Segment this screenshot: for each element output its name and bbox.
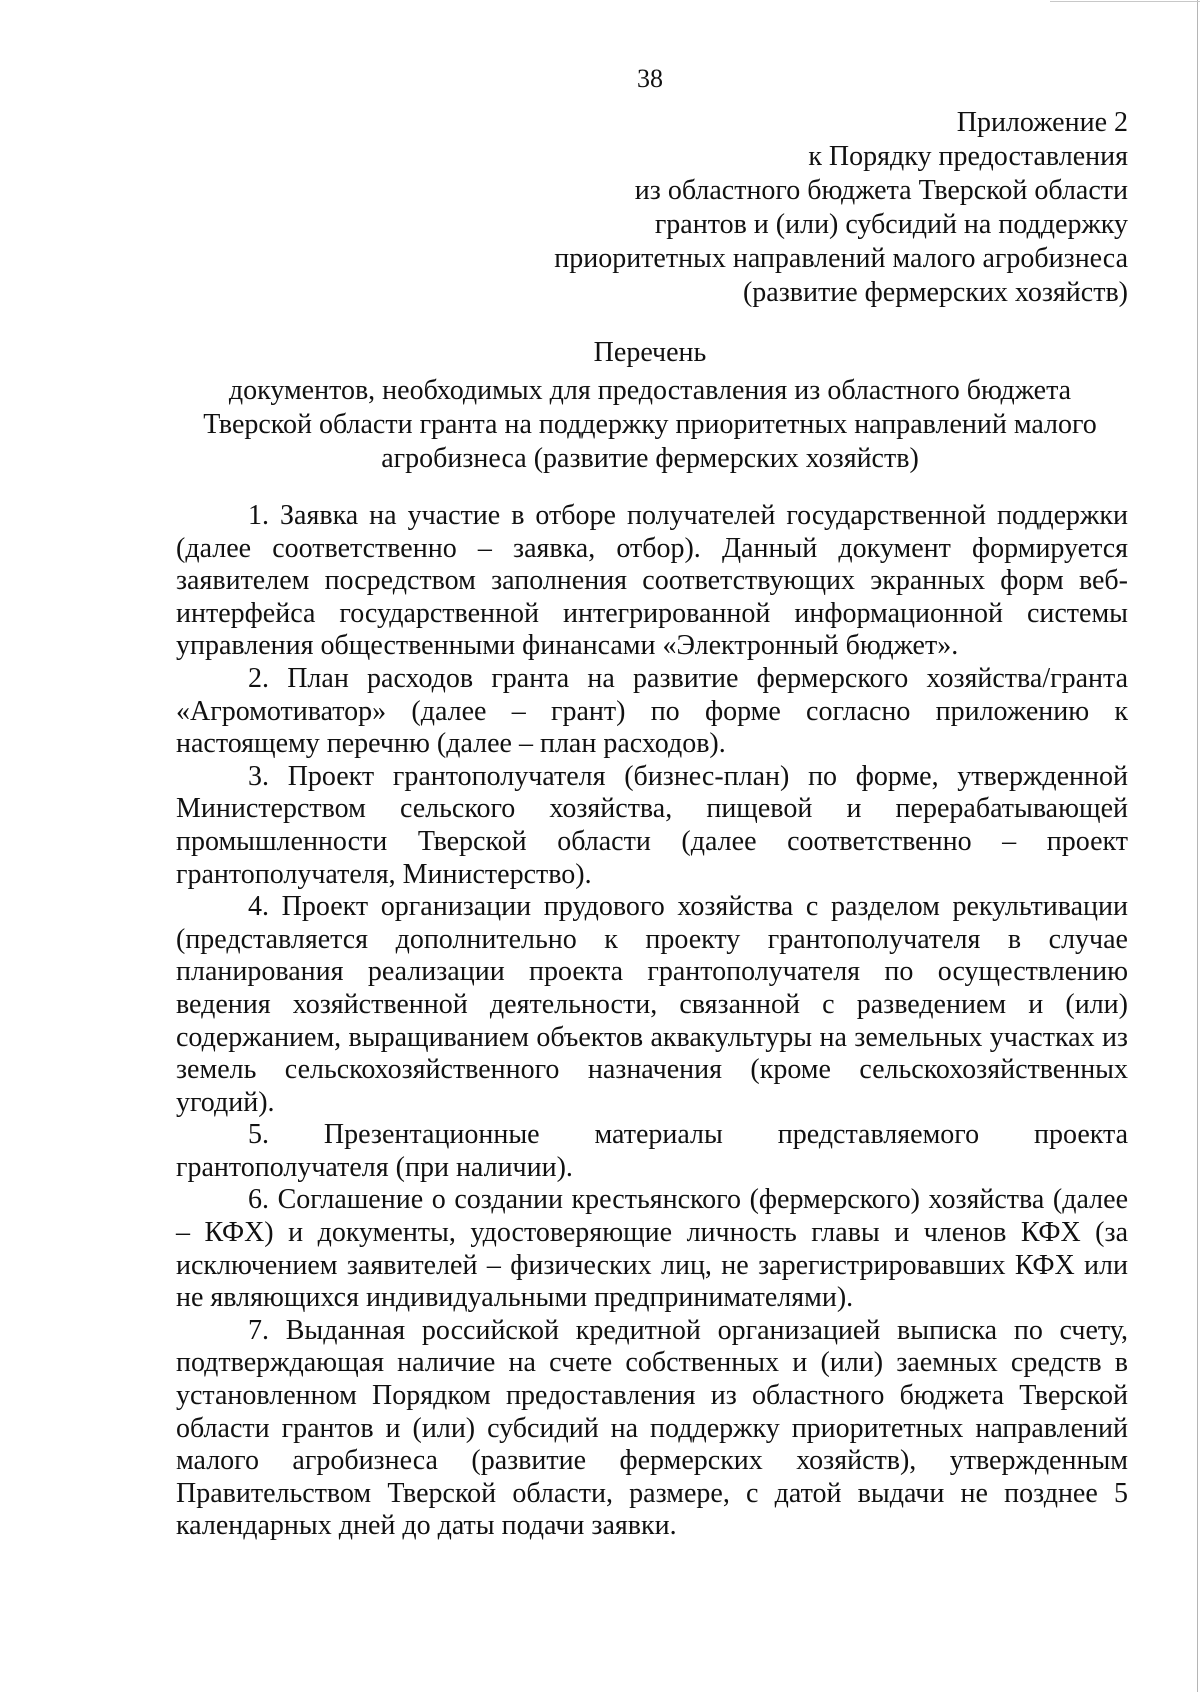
- scan-edge-line: [1197, 0, 1198, 1692]
- appendix-line: к Порядку предоставления: [808, 141, 1128, 172]
- title-line: документов, необходимых для предоставления из областного бюджета: [228, 375, 1072, 406]
- document-title: [150, 336, 1150, 476]
- title-heading: Перечень: [593, 337, 707, 368]
- list-item: 3. Проект грантополучателя (бизнес-план) по форме, утвержденной Министерством сельского хозяйства, пищевой и перерабатывающей промышленности Тверской области (далее соответственно – проект грантополучателя, Министерство).: [176, 760, 1128, 890]
- title-line: агробизнеса (развитие фермерских хозяйств): [381, 443, 919, 474]
- list-item: 2. План расходов гранта на развитие фермерского хозяйства/гранта «Агромотиватор» (далее – грант) по форме согласно приложению к настоящему перечню (далее – план расходов).: [176, 662, 1128, 760]
- list-item: 6. Соглашение о создании крестьянского (фермерского) хозяйства (далее – КФХ) и документы, удостоверяющие личность главы и членов КФХ (за исключением заявителей – физических лиц, не зарегистрировавших КФХ или не являющихся индивидуальными предпринимателями).: [176, 1184, 1128, 1314]
- appendix-line: приоритетных направлений малого агробизнеса: [554, 243, 1128, 274]
- document-body: [176, 500, 1128, 1543]
- appendix-line: Приложение 2: [956, 107, 1128, 138]
- page-number: 38: [637, 64, 663, 93]
- appendix-header: [554, 106, 1128, 310]
- list-item: 4. Проект организации прудового хозяйства с разделом рекультивации (представляется дополнительно к проекту грантополучателя в случае планирования реализации проекта грантополучателя по осуществлению ведения хозяйственной деятельности, связанной с разведением и (или) содержанием, выращиванием объектов аквакультуры на земельных участках из земель сельскохозяйственного назначения (кроме сельскохозяйственных угодий).: [176, 891, 1128, 1118]
- appendix-line: из областного бюджета Тверской области: [634, 175, 1128, 206]
- appendix-line: грантов и (или) субсидий на поддержку: [654, 209, 1128, 240]
- scan-edge-line-top: [1050, 1, 1200, 2]
- title-line: Тверской области гранта на поддержку приоритетных направлений малого: [203, 409, 1097, 440]
- list-item: 1. Заявка на участие в отборе получателей государственной поддержки (далее соответственно – заявка, отбор). Данный документ формируется заявителем посредством заполнения соответствующих экранных форм веб-интерфейса государственной интегрированной информационной системы управления общественными финансами «Электронный бюджет».: [176, 500, 1128, 662]
- appendix-line: (развитие фермерских хозяйств): [742, 277, 1128, 308]
- list-item: 7. Выданная российской кредитной организацией выписка по счету, подтверждающая наличие на счете собственных и (или) заемных средств в установленном Порядком предоставления из областного бюджета Тверской области грантов и (или) субсидий на поддержку приоритетных направлений малого агробизнеса (развитие фермерских хозяйств), утвержденным Правительством Тверской области, размере, с датой выдачи не позднее 5 календарных дней до даты подачи заявки.: [176, 1314, 1128, 1542]
- list-item: 5. Презентационные материалы представляемого проекта грантополучателя (при наличии).: [176, 1119, 1128, 1183]
